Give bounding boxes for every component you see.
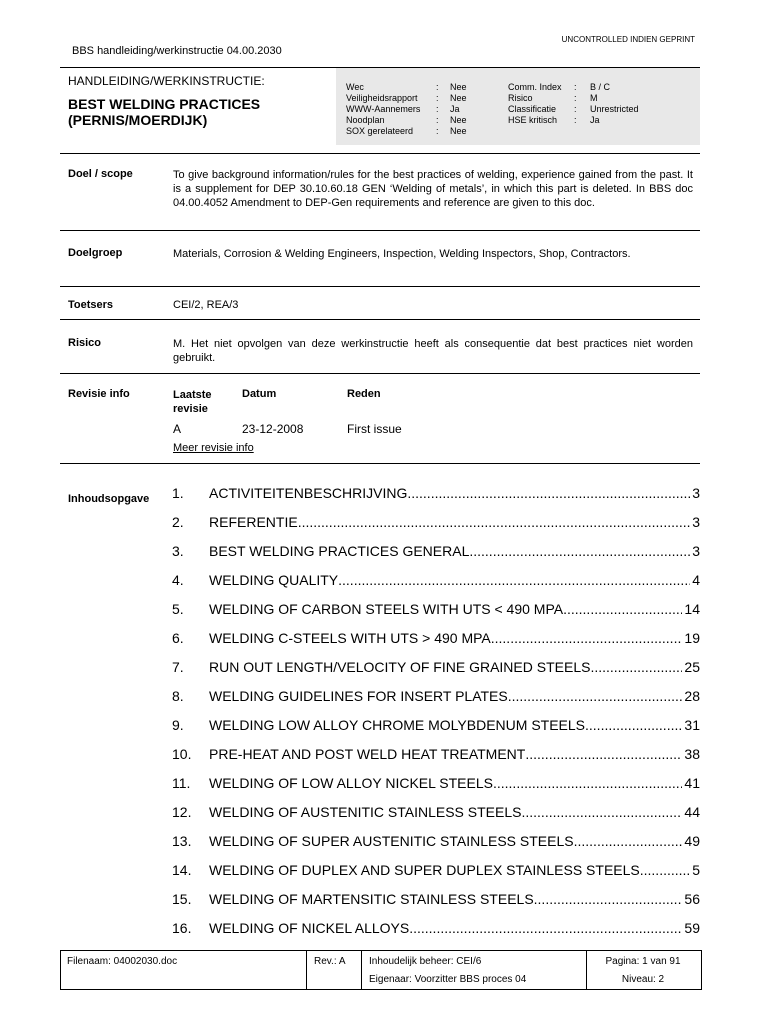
toc-entry-title: WELDING OF DUPLEX AND SUPER DUPLEX STAINLESS STEELS <box>209 862 640 878</box>
document-header <box>60 67 700 154</box>
document-title-line-1: BEST WELDING PRACTICES <box>68 96 261 112</box>
section-label: Toetsers <box>68 299 114 311</box>
metadata-row <box>346 104 467 115</box>
metadata-colon: : <box>574 104 577 114</box>
toc-entry-leader-dots <box>563 601 682 617</box>
toc-entry-page: 19 <box>684 630 700 646</box>
revision-header-line: Laatste <box>173 389 212 401</box>
toc-entry-number: 5. <box>172 601 184 617</box>
section-label: Revisie info <box>68 388 130 400</box>
toc-entry-number: 13. <box>172 833 192 849</box>
toc-entry-page: 3 <box>692 514 700 530</box>
toc-entry-title: WELDING OF SUPER AUSTENITIC STAINLESS STEELS <box>209 833 574 849</box>
toc-entry-leader-dots <box>534 891 683 907</box>
footer-page: Pagina: 1 van 91 <box>605 956 681 967</box>
footer-page-cell <box>586 951 700 989</box>
footer-owner-content: Inhoudelijk beheer: CEI/6 <box>369 956 482 967</box>
toc-entry-title: WELDING LOW ALLOY CHROME MOLYBDENUM STEELS <box>209 717 586 733</box>
header-title-block <box>68 74 265 128</box>
toc-entry-leader-dots <box>298 514 691 530</box>
footer-filename-cell <box>61 951 307 989</box>
metadata-left-table <box>346 82 467 137</box>
toc-entry-title: WELDING GUIDELINES FOR INSERT PLATES <box>209 688 508 704</box>
revision-column-header <box>173 388 212 416</box>
document-title-line-2: (PERNIS/MOERDIJK) <box>68 112 208 128</box>
document-reference: BBS handleiding/werkinstructie 04.00.2030 <box>72 45 282 57</box>
metadata-value: Nee <box>450 126 467 136</box>
metadata-label: WWW-Aannemers <box>346 104 421 114</box>
toc-entry-number: 6. <box>172 630 184 646</box>
toc-entry[interactable] <box>172 688 700 717</box>
toc-entry-title: PRE-HEAT AND POST WELD HEAT TREATMENT <box>209 746 526 762</box>
metadata-value: Nee <box>450 93 467 103</box>
footer-owner-cell <box>361 951 587 989</box>
revision-value: A <box>173 422 182 436</box>
toc-entry-leader-dots <box>338 572 690 588</box>
section-doelgroep <box>60 231 700 287</box>
table-of-contents <box>172 485 700 949</box>
toc-entry[interactable] <box>172 746 700 775</box>
toc-entry[interactable] <box>172 804 700 833</box>
metadata-row <box>508 93 639 104</box>
toc-entry-number: 7. <box>172 659 184 675</box>
toc-entry-title: WELDING OF CARBON STEELS WITH UTS < 490 MPA <box>209 601 564 617</box>
uncontrolled-note: UNCONTROLLED INDIEN GEPRINT <box>561 35 695 44</box>
metadata-row <box>346 126 467 137</box>
metadata-value: Nee <box>450 82 467 92</box>
footer-rev-cell <box>306 951 362 989</box>
toc-entry-title: WELDING OF NICKEL ALLOYS <box>209 920 410 936</box>
toc-entry[interactable] <box>172 514 700 543</box>
toc-entry[interactable] <box>172 891 700 920</box>
metadata-label: Veiligheidsrapport <box>346 93 418 103</box>
toc-entry-leader-dots <box>508 688 683 704</box>
footer-level: Niveau: 2 <box>621 974 665 985</box>
more-revision-info-link[interactable]: Meer revisie info <box>173 442 254 454</box>
metadata-colon: : <box>574 93 577 103</box>
metadata-row <box>346 82 467 93</box>
metadata-panel <box>336 68 700 145</box>
section-label: Risico <box>68 337 102 349</box>
toc-entry-title: WELDING QUALITY <box>209 572 339 588</box>
metadata-value: Ja <box>450 104 460 114</box>
toc-entry-page: 49 <box>684 833 700 849</box>
section-risico <box>60 320 700 374</box>
metadata-row <box>508 82 639 93</box>
toc-entry-leader-dots <box>574 833 683 849</box>
toc-entry-page: 38 <box>684 746 700 762</box>
metadata-row <box>508 115 639 126</box>
toc-entry-page: 3 <box>692 485 700 501</box>
metadata-row <box>508 104 639 115</box>
toc-entry-number: 12. <box>172 804 192 820</box>
toc-entry-page: 3 <box>692 543 700 559</box>
toc-entry[interactable] <box>172 485 700 514</box>
page-footer <box>60 950 702 990</box>
metadata-colon: : <box>574 82 577 92</box>
toc-entry[interactable] <box>172 630 700 659</box>
date-value: 23-12-2008 <box>242 422 304 436</box>
metadata-label: SOX gerelateerd <box>346 126 414 136</box>
toc-entry-number: 4. <box>172 572 184 588</box>
toc-entry-number: 16. <box>172 920 192 936</box>
toc-entry-number: 9. <box>172 717 184 733</box>
section-label: Doelgroep <box>68 247 123 259</box>
section-text: Materials, Corrosion & Welding Engineers, Inspection, Welding Inspectors, Shop, Contractors. <box>173 248 631 260</box>
toc-entry-page: 59 <box>684 920 700 936</box>
toc-entry-leader-dots <box>590 659 682 675</box>
toc-entry-number: 11. <box>172 775 191 791</box>
metadata-row <box>346 115 467 126</box>
section-toetsers <box>60 287 700 320</box>
toc-entry[interactable] <box>172 543 700 572</box>
toc-entry-title: WELDING OF LOW ALLOY NICKEL STEELS <box>209 775 493 791</box>
metadata-right-table <box>508 82 639 126</box>
toc-entry-title: WELDING OF AUSTENITIC STAINLESS STEELS <box>209 804 522 820</box>
section-doel-scope <box>60 152 700 231</box>
toc-entry-page: 56 <box>684 891 700 907</box>
metadata-value: Unrestricted <box>590 104 639 114</box>
toc-entry-page: 25 <box>684 659 700 675</box>
toc-entry[interactable] <box>172 601 700 630</box>
toc-entry-leader-dots <box>640 862 690 878</box>
toc-entry-leader-dots <box>525 746 682 762</box>
toc-entry-title: REFERENTIE <box>209 514 298 530</box>
metadata-colon: : <box>436 93 439 103</box>
toc-entry[interactable] <box>172 920 700 949</box>
metadata-row <box>346 93 467 104</box>
toc-entry[interactable] <box>172 572 700 601</box>
toc-entry-page: 28 <box>684 688 700 704</box>
metadata-value: B / C <box>590 82 611 92</box>
metadata-label: Noodplan <box>346 115 385 125</box>
document-title <box>68 96 265 128</box>
metadata-colon: : <box>574 115 577 125</box>
section-revisie-info <box>60 374 700 464</box>
metadata-value: M <box>590 93 598 103</box>
metadata-value: Ja <box>590 115 600 125</box>
toc-entry-number: 8. <box>172 688 184 704</box>
toc-entry-number: 1. <box>172 485 184 501</box>
section-text: M. Het niet opvolgen van deze werkinstructie heeft als consequentie dat best practices niet worden gebruikt. <box>173 338 693 364</box>
toc-entry-page: 44 <box>684 804 700 820</box>
date-column-header: Datum <box>242 388 277 400</box>
footer-owner: Eigenaar: Voorzitter BBS proces 04 <box>369 974 527 985</box>
toc-entry-title: WELDING OF MARTENSITIC STAINLESS STEELS <box>209 891 534 907</box>
toc-entry-leader-dots <box>493 775 682 791</box>
toc-entry-number: 14. <box>172 862 192 878</box>
metadata-label: Risico <box>508 93 533 103</box>
toc-entry-leader-dots <box>585 717 682 733</box>
section-text: CEI/2, REA/3 <box>173 299 239 311</box>
toc-entry-page: 14 <box>684 601 700 617</box>
metadata-colon: : <box>436 82 439 92</box>
metadata-colon: : <box>436 126 439 136</box>
toc-entry[interactable] <box>172 659 700 688</box>
toc-entry-title: RUN OUT LENGTH/VELOCITY OF FINE GRAINED STEELS <box>209 659 591 675</box>
metadata-label: Wec <box>346 82 364 92</box>
metadata-value: Nee <box>450 115 467 125</box>
metadata-label: HSE kritisch <box>508 115 558 125</box>
toc-entry-title: WELDING C-STEELS WITH UTS > 490 MPA <box>209 630 491 646</box>
toc-entry-page: 4 <box>692 572 700 588</box>
toc-entry[interactable] <box>172 833 700 862</box>
toc-entry[interactable] <box>172 717 700 746</box>
toc-label: Inhoudsopgave <box>68 493 150 505</box>
toc-entry-leader-dots <box>407 485 690 501</box>
toc-entry-leader-dots <box>469 543 690 559</box>
section-label: Doel / scope <box>68 168 133 180</box>
reason-value: First issue <box>347 422 402 436</box>
toc-entry-page: 31 <box>684 717 700 733</box>
footer-filename: Filenaam: 04002030.doc <box>67 956 178 967</box>
toc-entry-page: 5 <box>692 862 700 878</box>
revision-header-line: revisie <box>173 403 208 415</box>
toc-entry-number: 3. <box>172 543 184 559</box>
metadata-colon: : <box>436 104 439 114</box>
toc-entry-number: 10. <box>172 746 192 762</box>
metadata-colon: : <box>436 115 439 125</box>
metadata-label: Classificatie <box>508 104 557 114</box>
toc-entry-number: 2. <box>172 514 184 530</box>
toc-entry-leader-dots <box>521 804 682 820</box>
toc-entry[interactable] <box>172 862 700 891</box>
toc-entry[interactable] <box>172 775 700 804</box>
toc-entry-page: 41 <box>684 775 700 791</box>
toc-entry-leader-dots <box>491 630 683 646</box>
reason-column-header: Reden <box>347 388 381 400</box>
toc-entry-number: 15. <box>172 891 192 907</box>
section-text: To give background information/rules for the best practices of welding, experience gained from the past. It is a supplement for DEP 30.10.60.18 GEN ‘Welding of metals’, in which this part is deleted. In BBS doc 04.00.4052 Amendment to DEP-Gen requirements and reference are given to this doc. <box>173 169 693 209</box>
toc-entry-title: ACTIVITEITENBESCHRIJVING <box>209 485 408 501</box>
toc-entry-title: BEST WELDING PRACTICES GENERAL <box>209 543 470 559</box>
document-type: HANDLEIDING/WERKINSTRUCTIE: <box>68 74 265 88</box>
metadata-label: Comm. Index <box>508 82 562 92</box>
footer-rev: Rev.: A <box>314 956 346 967</box>
toc-entry-leader-dots <box>409 920 682 936</box>
